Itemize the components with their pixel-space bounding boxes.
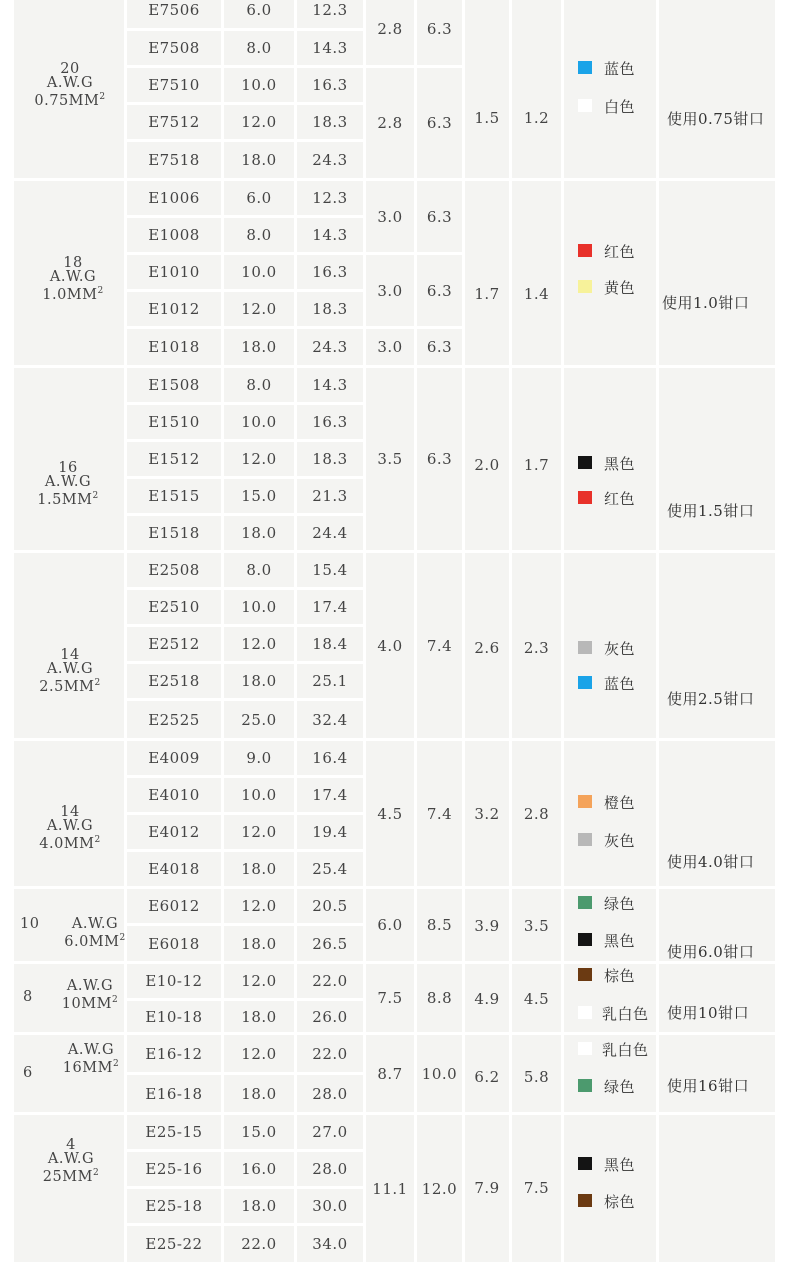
length-total: 18.4 <box>297 627 363 661</box>
color-swatch <box>578 1079 592 1092</box>
awg-unit: A.W.G <box>49 269 97 285</box>
dim-d2: 10.0 <box>417 1035 462 1112</box>
color-swatch <box>578 1006 592 1019</box>
length-l: 18.0 <box>224 329 294 365</box>
length-l: 12.0 <box>224 889 294 923</box>
jaw-note <box>659 368 775 550</box>
awg-unit: A.W.G <box>46 661 94 677</box>
length-total: 19.4 <box>297 815 363 849</box>
dim-d4-value: 4.5 <box>523 990 550 1008</box>
length-total: 26.0 <box>297 1001 363 1032</box>
dim-d3-value: 3.2 <box>474 805 500 823</box>
dim-d4 <box>512 0 561 178</box>
model-code: E6012 <box>127 889 221 923</box>
length-l: 8.0 <box>224 31 294 65</box>
dim-d3-value: 1.7 <box>474 285 500 303</box>
awg-area-sup: 2 <box>112 1059 120 1069</box>
awg-cell <box>14 1035 124 1112</box>
model-code: E7506 <box>127 0 221 28</box>
dim-d3-value: 3.9 <box>474 917 500 935</box>
length-l: 8.0 <box>224 218 294 252</box>
jaw-note <box>659 0 775 178</box>
awg-unit: A.W.G <box>46 75 94 91</box>
dim-d3 <box>465 889 509 961</box>
color-cell <box>564 964 656 1032</box>
length-total: 18.3 <box>297 442 363 476</box>
length-l: 9.0 <box>224 741 294 775</box>
length-total: 15.4 <box>297 553 363 587</box>
model-code: E2508 <box>127 553 221 587</box>
color-swatch <box>578 456 592 469</box>
dim-d3-value: 1.5 <box>474 109 500 127</box>
awg-cell <box>14 1115 124 1262</box>
jaw-note-text: 使用10钳口 <box>667 1004 750 1022</box>
awg-area-sup: 2 <box>99 92 106 102</box>
jaw-note-text: 使用1.0钳口 <box>662 294 750 312</box>
jaw-note-text: 使用4.0钳口 <box>667 853 755 871</box>
length-total: 27.0 <box>297 1115 363 1149</box>
dim-d4-value: 2.3 <box>523 639 550 657</box>
awg-area: $2.5MM^2$ <box>39 678 101 695</box>
dim-d2: 12.0 <box>417 1115 462 1262</box>
model-code: E2512 <box>127 627 221 661</box>
length-l: 18.0 <box>224 516 294 550</box>
color-swatch <box>578 795 592 808</box>
awg-unit: A.W.G <box>46 818 94 834</box>
model-code: E1518 <box>127 516 221 550</box>
jaw-note-text: 使用2.5钳口 <box>667 690 755 708</box>
length-total: 18.3 <box>297 105 363 139</box>
length-total: 34.0 <box>297 1226 363 1262</box>
awg-unit: A.W.G <box>71 916 119 932</box>
color-swatch <box>578 1157 592 1170</box>
model-code: E1515 <box>127 479 221 513</box>
color-cell <box>564 889 656 961</box>
dim-d2: 7.4 <box>417 741 462 886</box>
dim-d4-value: 7.5 <box>523 1179 550 1197</box>
model-code: E16-12 <box>127 1035 221 1072</box>
length-l: 18.0 <box>224 142 294 178</box>
model-code: E4009 <box>127 741 221 775</box>
color-name: 橙色 <box>604 794 636 812</box>
awg-gauge: 10 <box>20 916 40 932</box>
length-total: 17.4 <box>297 590 363 624</box>
dim-d4 <box>512 1115 561 1262</box>
dim-d1: 2.8 <box>366 68 414 178</box>
model-code: E2510 <box>127 590 221 624</box>
awg-label <box>55 917 135 949</box>
awg-cell <box>14 368 124 550</box>
color-name: 灰色 <box>604 640 636 658</box>
awg-label <box>30 648 110 694</box>
awg-area-sup: 2 <box>92 491 99 501</box>
length-total: 30.0 <box>297 1189 363 1223</box>
awg-cell <box>14 0 124 178</box>
jaw-note <box>659 889 775 961</box>
awg-area-sup: 2 <box>94 678 101 688</box>
model-code: E7512 <box>127 105 221 139</box>
dim-d1: 3.0 <box>366 181 414 252</box>
color-swatch <box>578 491 592 504</box>
color-name: 黄色 <box>604 279 636 297</box>
color-swatch <box>578 1042 592 1055</box>
dim-d3 <box>465 741 509 886</box>
model-code: E4018 <box>127 852 221 886</box>
jaw-note <box>659 181 775 365</box>
length-total: 28.0 <box>297 1152 363 1186</box>
length-l: 12.0 <box>224 1035 294 1072</box>
jaw-note-text: 使用16钳口 <box>667 1077 750 1095</box>
dim-d4-value: 1.7 <box>523 456 550 474</box>
length-l: 18.0 <box>224 926 294 961</box>
jaw-note <box>659 1115 775 1262</box>
awg-area-sup: 2 <box>92 1168 100 1178</box>
dim-d3-value: 7.9 <box>474 1179 500 1197</box>
color-name: 黑色 <box>604 1156 636 1174</box>
dim-d4-value: 1.2 <box>523 109 550 127</box>
length-total: 14.3 <box>297 218 363 252</box>
awg-label <box>50 979 130 1011</box>
color-name: 绿色 <box>604 1078 636 1096</box>
awg-area: $1.0MM^2$ <box>42 286 104 303</box>
color-name: 白色 <box>604 98 636 116</box>
dim-d3 <box>465 0 509 178</box>
length-l: 18.0 <box>224 1001 294 1032</box>
model-code: E1508 <box>127 368 221 402</box>
dim-d2: 6.3 <box>417 368 462 550</box>
dim-d3-value: 4.9 <box>474 990 500 1008</box>
model-code: E6018 <box>127 926 221 961</box>
dim-d1: 2.8 <box>366 0 414 65</box>
length-l: 18.0 <box>224 1189 294 1223</box>
length-l: 8.0 <box>224 368 294 402</box>
awg-cell <box>14 181 124 365</box>
awg-label <box>33 256 113 302</box>
model-code: E7508 <box>127 31 221 65</box>
dim-d2: 6.3 <box>417 329 462 365</box>
awg-unit: A.W.G <box>44 474 92 490</box>
awg-cell <box>14 889 124 961</box>
color-name: 蓝色 <box>604 675 636 693</box>
color-name: 红色 <box>604 490 636 508</box>
jaw-note-text: 使用0.75钳口 <box>667 110 765 128</box>
length-l: 15.0 <box>224 1115 294 1149</box>
dim-d3 <box>465 964 509 1032</box>
awg-gauge: 16 <box>58 460 78 476</box>
length-l: 16.0 <box>224 1152 294 1186</box>
awg-area-sup: 2 <box>97 286 104 296</box>
length-l: 10.0 <box>224 590 294 624</box>
length-l: 22.0 <box>224 1226 294 1262</box>
length-total: 25.1 <box>297 664 363 698</box>
awg-area-sup: 2 <box>94 835 101 845</box>
length-l: 10.0 <box>224 255 294 289</box>
length-total: 26.5 <box>297 926 363 961</box>
length-l: 18.0 <box>224 1075 294 1112</box>
length-total: 24.3 <box>297 329 363 365</box>
jaw-note <box>659 1035 775 1112</box>
model-code: E25-22 <box>127 1226 221 1262</box>
awg-gauge: 4 <box>66 1137 76 1153</box>
dim-d2: 6.3 <box>417 255 462 326</box>
jaw-note-text: 使用1.5钳口 <box>667 502 755 520</box>
length-total: 16.3 <box>297 405 363 439</box>
length-total: 14.3 <box>297 368 363 402</box>
color-swatch <box>578 244 592 257</box>
model-code: E4012 <box>127 815 221 849</box>
dim-d2: 6.3 <box>417 68 462 178</box>
awg-cell <box>14 964 124 1032</box>
color-swatch <box>578 641 592 654</box>
color-swatch <box>578 933 592 946</box>
dim-d1: 3.0 <box>366 255 414 326</box>
dim-d1: 3.5 <box>366 368 414 550</box>
model-code: E10-12 <box>127 964 221 998</box>
length-total: 16.4 <box>297 741 363 775</box>
model-code: E16-18 <box>127 1075 221 1112</box>
color-name: 蓝色 <box>604 60 636 78</box>
awg-label <box>31 1138 111 1184</box>
length-l: 10.0 <box>224 68 294 102</box>
model-code: E1012 <box>127 292 221 326</box>
awg-gauge: 18 <box>63 255 83 271</box>
dim-d3 <box>465 181 509 365</box>
length-l: 18.0 <box>224 852 294 886</box>
dim-d4 <box>512 889 561 961</box>
model-code: E1010 <box>127 255 221 289</box>
color-name: 黑色 <box>604 455 636 473</box>
color-name: 棕色 <box>604 967 636 985</box>
awg-area: $1.5MM^2$ <box>37 491 99 508</box>
dim-d2: 6.3 <box>417 181 462 252</box>
dim-d1: 6.0 <box>366 889 414 961</box>
model-code: E10-18 <box>127 1001 221 1032</box>
model-code: E7510 <box>127 68 221 102</box>
dim-d3-value: 2.6 <box>474 639 500 657</box>
awg-gauge: 14 <box>60 647 80 663</box>
length-total: 18.3 <box>297 292 363 326</box>
dim-d1: 11.1 <box>366 1115 414 1262</box>
awg-gauge: 6 <box>23 1064 33 1081</box>
dim-d1: 7.5 <box>366 964 414 1032</box>
length-total: 22.0 <box>297 1035 363 1072</box>
awg-area-sup: 2 <box>119 933 126 943</box>
length-l: 12.0 <box>224 964 294 998</box>
dim-d1: 4.5 <box>366 741 414 886</box>
awg-unit: A.W.G <box>67 1042 115 1058</box>
color-name: 乳白色 <box>602 1005 649 1023</box>
length-total: 22.0 <box>297 964 363 998</box>
awg-area-sup: 2 <box>111 995 119 1005</box>
color-cell <box>564 553 656 738</box>
model-code: E25-18 <box>127 1189 221 1223</box>
length-total: 24.4 <box>297 516 363 550</box>
awg-unit: A.W.G <box>66 978 114 994</box>
dim-d1: 3.0 <box>366 329 414 365</box>
dim-d4 <box>512 741 561 886</box>
dim-d3-value: 2.0 <box>474 456 500 474</box>
length-l: 12.0 <box>224 442 294 476</box>
awg-area: $4.0MM^2$ <box>39 835 101 852</box>
color-swatch <box>578 968 592 981</box>
model-code: E2518 <box>127 664 221 698</box>
length-l: 12.0 <box>224 292 294 326</box>
color-cell <box>564 741 656 886</box>
color-cell <box>564 0 656 178</box>
length-l: 12.0 <box>224 105 294 139</box>
model-code: E25-15 <box>127 1115 221 1149</box>
awg-area: $6.0MM^2$ <box>64 933 126 950</box>
model-code: E25-16 <box>127 1152 221 1186</box>
color-name: 红色 <box>604 243 636 261</box>
length-total: 28.0 <box>297 1075 363 1112</box>
length-l: 8.0 <box>224 553 294 587</box>
color-swatch <box>578 833 592 846</box>
color-name: 棕色 <box>604 1193 636 1211</box>
model-code: E4010 <box>127 778 221 812</box>
dim-d4-value: 3.5 <box>523 917 550 935</box>
dim-d3 <box>465 1115 509 1262</box>
length-l: 10.0 <box>224 405 294 439</box>
color-swatch <box>578 99 592 112</box>
dim-d4 <box>512 1035 561 1112</box>
awg-gauge: 8 <box>23 989 33 1005</box>
dim-d2: 7.4 <box>417 553 462 738</box>
model-code: E1512 <box>127 442 221 476</box>
color-swatch <box>578 1194 592 1207</box>
color-cell <box>564 1115 656 1262</box>
length-l: 25.0 <box>224 701 294 738</box>
dim-d2: 8.5 <box>417 889 462 961</box>
length-total: 24.3 <box>297 142 363 178</box>
model-code: E2525 <box>127 701 221 738</box>
awg-area: $25MM^2$ <box>42 1168 100 1185</box>
color-swatch <box>578 280 592 293</box>
length-total: 16.3 <box>297 68 363 102</box>
dim-d4 <box>512 181 561 365</box>
color-swatch <box>578 676 592 689</box>
color-name: 黑色 <box>604 932 636 950</box>
length-total: 16.3 <box>297 255 363 289</box>
length-l: 12.0 <box>224 627 294 661</box>
dim-d3 <box>465 553 509 738</box>
length-total: 14.3 <box>297 31 363 65</box>
dim-d4-value: 5.8 <box>523 1068 550 1086</box>
dim-d1: 8.7 <box>366 1035 414 1112</box>
awg-area: $0.75MM^2$ <box>34 92 106 109</box>
jaw-note-text: 使用6.0钳口 <box>667 943 755 961</box>
length-total: 12.3 <box>297 0 363 28</box>
dim-d3 <box>465 368 509 550</box>
length-l: 18.0 <box>224 664 294 698</box>
color-name: 乳白色 <box>602 1041 649 1059</box>
length-total: 17.4 <box>297 778 363 812</box>
length-total: 21.3 <box>297 479 363 513</box>
length-l: 10.0 <box>224 778 294 812</box>
length-l: 6.0 <box>224 0 294 28</box>
awg-label <box>51 1043 131 1075</box>
awg-label <box>30 805 110 851</box>
jaw-note <box>659 741 775 886</box>
model-code: E7518 <box>127 142 221 178</box>
dim-d3-value: 6.2 <box>474 1068 500 1086</box>
dim-d3 <box>465 1035 509 1112</box>
length-total: 25.4 <box>297 852 363 886</box>
awg-gauge: 14 <box>60 804 80 820</box>
jaw-note <box>659 964 775 1032</box>
length-l: 6.0 <box>224 181 294 215</box>
color-cell <box>564 181 656 365</box>
awg-area: $16MM^2$ <box>62 1059 120 1076</box>
awg-area: $10MM^2$ <box>61 995 119 1012</box>
color-name: 灰色 <box>604 832 636 850</box>
awg-label <box>28 461 108 507</box>
dim-d1: 4.0 <box>366 553 414 738</box>
dim-d2: 8.8 <box>417 964 462 1032</box>
color-swatch <box>578 896 592 909</box>
length-total: 12.3 <box>297 181 363 215</box>
length-total: 20.5 <box>297 889 363 923</box>
color-cell <box>564 368 656 550</box>
length-l: 12.0 <box>224 815 294 849</box>
dim-d4-value: 1.4 <box>523 285 550 303</box>
color-name: 绿色 <box>604 895 636 913</box>
color-swatch <box>578 61 592 74</box>
awg-cell <box>14 553 124 738</box>
dim-d4 <box>512 964 561 1032</box>
length-l: 15.0 <box>224 479 294 513</box>
color-cell <box>564 1035 656 1112</box>
awg-label <box>30 62 110 108</box>
jaw-note <box>659 553 775 738</box>
model-code: E1008 <box>127 218 221 252</box>
model-code: E1018 <box>127 329 221 365</box>
dim-d4-value: 2.8 <box>523 805 550 823</box>
awg-cell <box>14 741 124 886</box>
dim-d2: 6.3 <box>417 0 462 65</box>
awg-gauge: 20 <box>60 61 80 77</box>
dim-d4 <box>512 553 561 738</box>
model-code: E1510 <box>127 405 221 439</box>
length-total: 32.4 <box>297 701 363 738</box>
awg-unit: A.W.G <box>47 1151 95 1167</box>
dim-d4 <box>512 368 561 550</box>
model-code: E1006 <box>127 181 221 215</box>
